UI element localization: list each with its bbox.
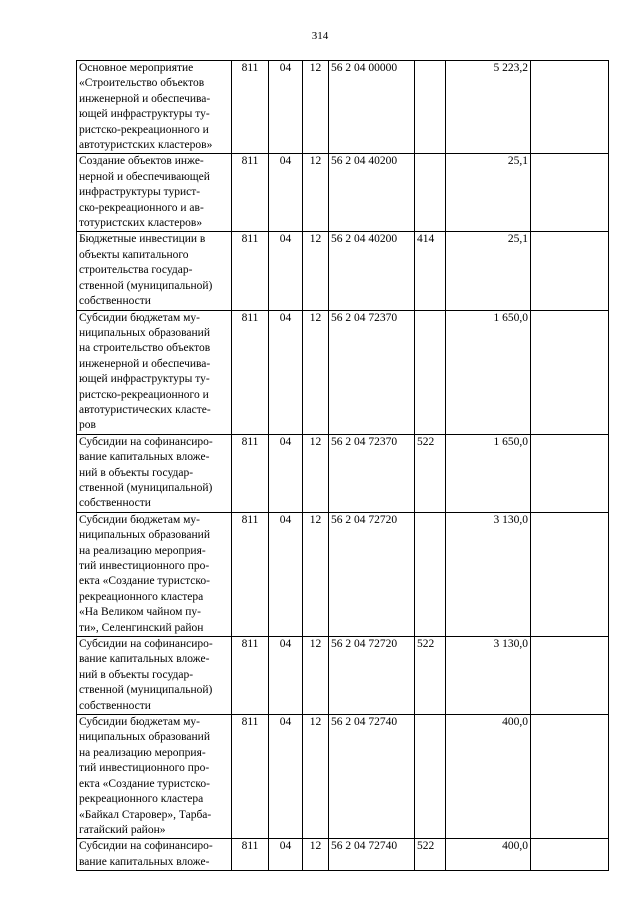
subsection-code-cell: 12 [303,232,329,310]
target-article-code-cell: 56 2 04 40200 [329,232,415,310]
expense-type-code-cell [415,310,446,434]
amount-cell: 1 650,0 [446,434,531,512]
section-code-cell: 04 [269,839,303,871]
target-article-code-cell: 56 2 04 72740 [329,839,415,871]
expense-type-code-cell: 414 [415,232,446,310]
amount-cell: 3 130,0 [446,512,531,636]
target-article-code-cell: 56 2 04 72740 [329,715,415,839]
section-code-cell: 04 [269,310,303,434]
subsection-code-cell: 12 [303,434,329,512]
section-code-cell: 04 [269,637,303,715]
section-code-cell: 04 [269,154,303,232]
section-code-cell: 04 [269,715,303,839]
expense-type-code-cell: 522 [415,839,446,871]
table-row [77,637,609,715]
ministry-code-cell: 811 [232,232,269,310]
empty-column-cell [531,232,609,310]
expense-type-code-cell: 522 [415,434,446,512]
ministry-code-cell: 811 [232,839,269,871]
subsection-code-cell: 12 [303,512,329,636]
expense-name-cell: Субсидии на софинансиро- вание капитальных вложе- ний в объекты государ- ственной (муниципальной) собственности [77,637,232,715]
section-code-cell: 04 [269,232,303,310]
expense-name-cell: Субсидии бюджетам му- ниципальных образований на реализацию мероприя- тий инвестиционного про- екта «Создание туристско- рекреационного кластера «На Великом чайном пу- ти», Селенгинский район [77,512,232,636]
table-row [77,715,609,839]
section-code-cell: 04 [269,434,303,512]
subsection-code-cell: 12 [303,637,329,715]
amount-cell: 400,0 [446,839,531,871]
empty-column-cell [531,154,609,232]
table-row [77,61,609,154]
empty-column-cell [531,310,609,434]
target-article-code-cell: 56 2 04 00000 [329,61,415,154]
target-article-code-cell: 56 2 04 40200 [329,154,415,232]
ministry-code-cell: 811 [232,310,269,434]
table-row [77,839,609,871]
ministry-code-cell: 811 [232,512,269,636]
subsection-code-cell: 12 [303,839,329,871]
expense-name-cell: Субсидии на софинансиро- вание капитальных вложе- ний в объекты государ- ственной (муниципальной) собственности [77,434,232,512]
expense-name-cell: Создание объектов инже- нерной и обеспечивающей инфраструктуры турист- ско-рекреационного и ав- тотуристских кластеров» [77,154,232,232]
target-article-code-cell: 56 2 04 72720 [329,512,415,636]
ministry-code-cell: 811 [232,715,269,839]
table-row [77,154,609,232]
expense-name-cell: Бюджетные инвестиции в объекты капитального строительства государ- ственной (муниципальной) собственности [77,232,232,310]
expense-name-cell: Субсидии бюджетам му- ниципальных образований на строительство объектов инженерной и обеспечива- ющей инфраструктуры ту- ристско-рекреационного и автотуристических класте- ров [77,310,232,434]
expense-type-code-cell [415,512,446,636]
budget-table [76,60,609,871]
empty-column-cell [531,839,609,871]
expense-type-code-cell [415,61,446,154]
subsection-code-cell: 12 [303,154,329,232]
empty-column-cell [531,61,609,154]
amount-cell: 5 223,2 [446,61,531,154]
empty-column-cell [531,512,609,636]
subsection-code-cell: 12 [303,310,329,434]
table-row [77,310,609,434]
section-code-cell: 04 [269,61,303,154]
ministry-code-cell: 811 [232,434,269,512]
table-row [77,512,609,636]
ministry-code-cell: 811 [232,637,269,715]
expense-name-cell: Основное мероприятие «Строительство объектов инженерной и обеспечива- ющей инфраструктуры ту- ристско-рекреационного и автотуристских кластеров» [77,61,232,154]
ministry-code-cell: 811 [232,154,269,232]
empty-column-cell [531,637,609,715]
table-row [77,434,609,512]
target-article-code-cell: 56 2 04 72370 [329,310,415,434]
amount-cell: 400,0 [446,715,531,839]
table-row [77,232,609,310]
expense-type-code-cell [415,715,446,839]
budget-table-body [77,61,609,871]
section-code-cell: 04 [269,512,303,636]
expense-name-cell: Субсидии бюджетам му- ниципальных образований на реализацию мероприя- тий инвестиционного про- екта «Создание туристско- рекреационного кластера «Байкал Старовер», Тарба- гатайский район» [77,715,232,839]
target-article-code-cell: 56 2 04 72370 [329,434,415,512]
page-number: 314 [311,30,329,42]
expense-type-code-cell [415,154,446,232]
ministry-code-cell: 811 [232,61,269,154]
expense-name-cell: Субсидии на софинансиро- вание капитальных вложе- [77,839,232,871]
amount-cell: 25,1 [446,232,531,310]
amount-cell: 25,1 [446,154,531,232]
amount-cell: 3 130,0 [446,637,531,715]
subsection-code-cell: 12 [303,61,329,154]
empty-column-cell [531,434,609,512]
target-article-code-cell: 56 2 04 72720 [329,637,415,715]
amount-cell: 1 650,0 [446,310,531,434]
expense-type-code-cell: 522 [415,637,446,715]
subsection-code-cell: 12 [303,715,329,839]
empty-column-cell [531,715,609,839]
